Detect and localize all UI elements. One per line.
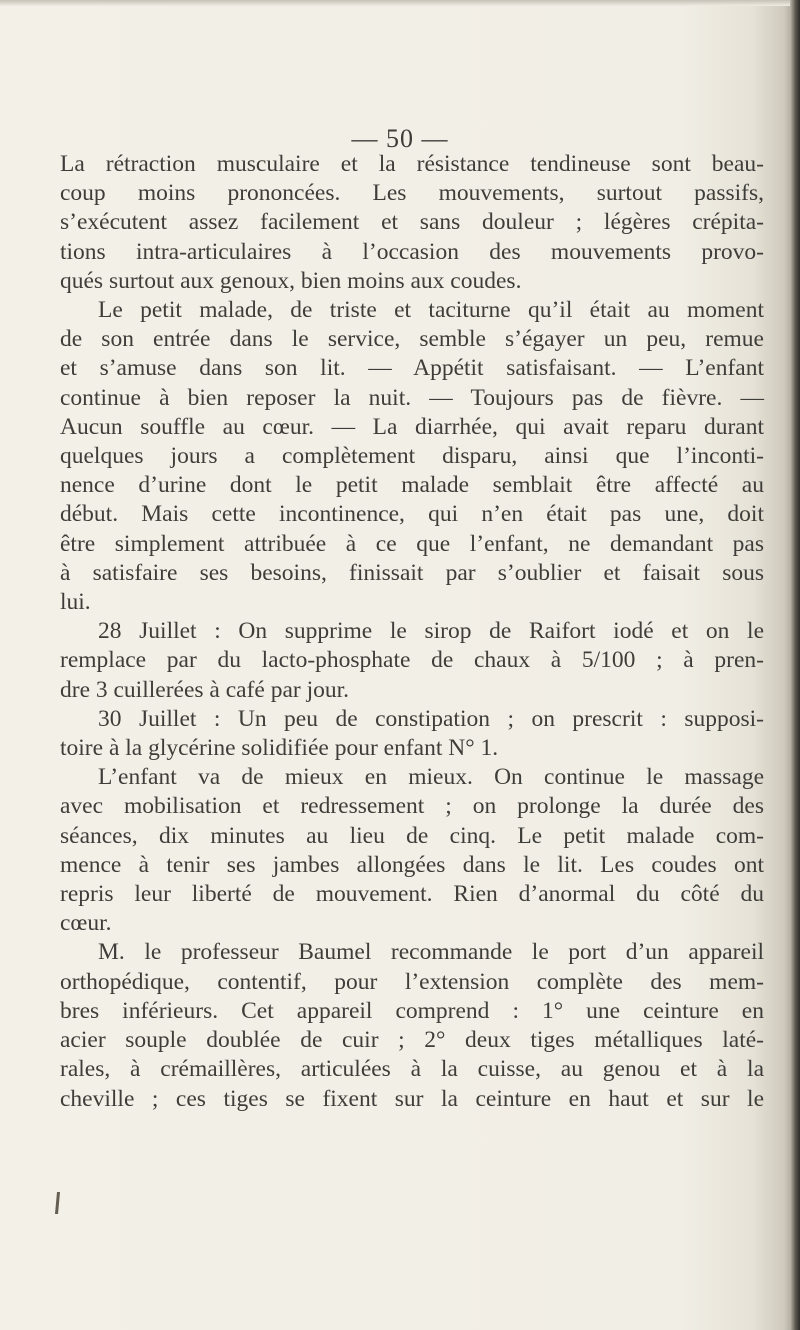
page-top-edge [0, 0, 800, 6]
text-line: Le petit malade, de triste et taciturne qu’il était au moment [98, 297, 764, 324]
text-line: avec mobilisation et redressement ; on prolonge la durée des [60, 793, 764, 820]
text-line: début. Mais cette incontinence, qui n’en était pas une, doit [60, 501, 764, 528]
text-line: et s’amuse dans son lit. — Appétit satisfaisant. — L’enfant [60, 355, 764, 382]
text-line: L’enfant va de mieux en mieux. On continue le massage [98, 764, 764, 791]
text-line: tions intra-articulaires à l’occasion des mouvements provo- [60, 238, 764, 265]
body-text [60, 150, 764, 1114]
text-line: orthopédique, contentif, pour l’extension complète des mem- [60, 968, 764, 995]
text-line: rales, à crémaillères, articulées à la cuisse, au genou et à la [60, 1056, 764, 1083]
text-line: séances, dix minutes au lieu de cinq. Le petit malade com- [60, 822, 764, 849]
text-line: dre 3 cuillerées à café par jour. [60, 676, 350, 703]
text-line: toire à la glycérine solidifiée pour enfant N° 1. [60, 735, 499, 762]
text-line: qués surtout aux genoux, bien moins aux coudes. [60, 267, 522, 294]
text-line: mence à tenir ses jambes allongées dans le lit. Les coudes ont [60, 851, 764, 878]
text-line: Aucun souffle au cœur. — La diarrhée, qui avait reparu durant [60, 413, 764, 440]
text-line: cheville ; ces tiges se fixent sur la ceinture en haut et sur le [60, 1085, 764, 1112]
text-line: cœur. [60, 910, 112, 937]
text-line: coup moins prononcées. Les mouvements, surtout passifs, [60, 180, 764, 207]
text-line: être simplement attribuée à ce que l’enfant, ne demandant pas [60, 530, 764, 557]
text-line: continue à bien reposer la nuit. — Toujours pas de fièvre. — [60, 384, 764, 411]
ink-speck-mark [48, 1188, 68, 1218]
text-line: à satisfaire ses besoins, finissait par s’oublier et faisait sous [60, 559, 764, 586]
text-line: de son entrée dans le service, semble s’égayer un peu, remue [60, 326, 764, 353]
page-number: — 50 — [351, 124, 449, 153]
page-binding-edge [790, 0, 800, 1330]
text-line: 30 Juillet : Un peu de constipation ; on prescrit : supposi- [98, 705, 764, 732]
text-line: nence d’urine dont le petit malade semblait être affecté au [60, 472, 764, 499]
text-line: acier souple doublée de cuir ; 2° deux tiges métalliques laté- [60, 1027, 764, 1054]
text-line: s’exécutent assez facilement et sans douleur ; légères crépita- [60, 209, 764, 236]
text-line: repris leur liberté de mouvement. Rien d’anormal du côté du [60, 881, 764, 908]
text-line: 28 Juillet : On supprime le sirop de Raifort iodé et on le [98, 618, 764, 645]
text-line: lui. [60, 589, 91, 616]
text-line: quelques jours a complètement disparu, ainsi que l’inconti- [60, 443, 764, 470]
text-line: bres inférieurs. Cet appareil comprend : 1° une ceinture en [60, 997, 764, 1024]
text-line: M. le professeur Baumel recommande le port d’un appareil [98, 939, 764, 966]
text-line: La rétraction musculaire et la résistance tendineuse sont beau- [60, 151, 764, 177]
text-line: remplace par du lacto-phosphate de chaux à 5/100 ; à pren- [60, 647, 764, 674]
